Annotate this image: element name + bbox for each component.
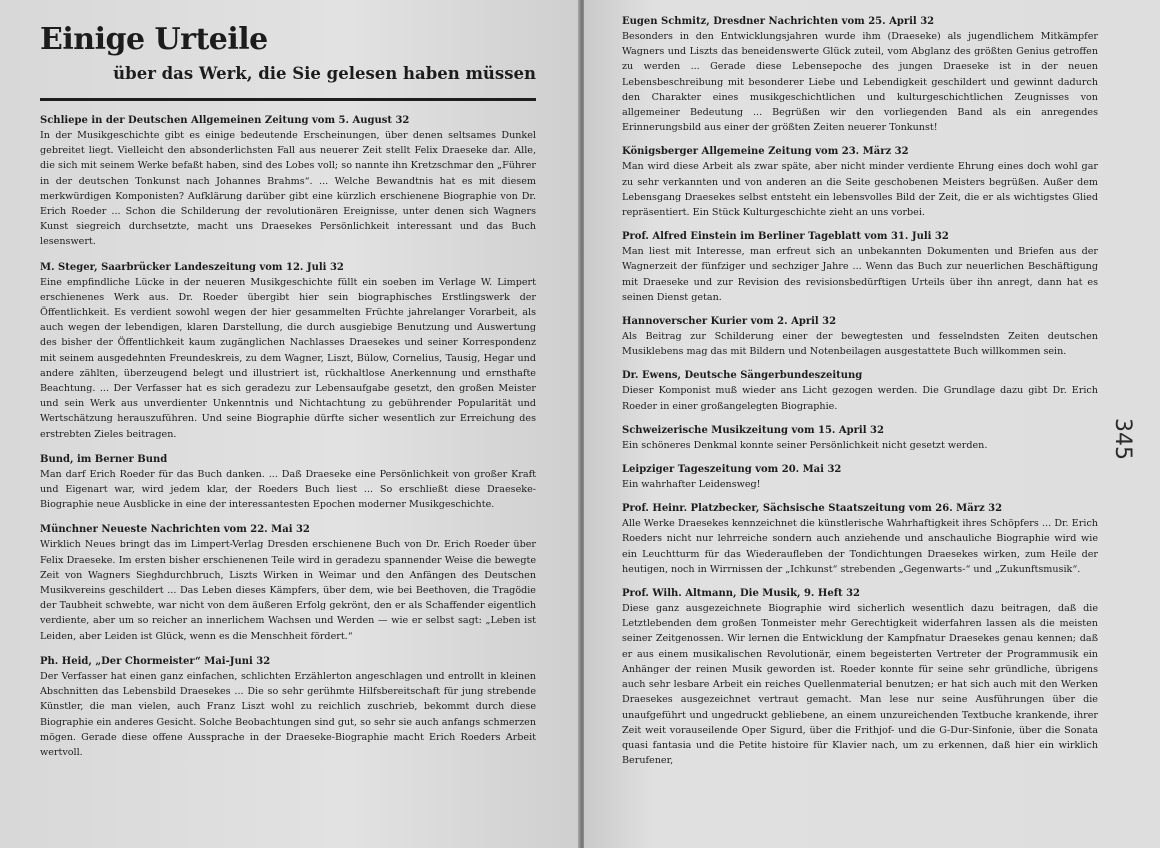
review-text: Der Verfasser hat einen ganz einfachen, schlichten Erzählerton angeschlagen und entrollt in kleinen Abschnitten das Lebensbild Draesekes ... Die so sehr gerühmte Hilfsbereitschaft für jung strebende Künstler, die man vielen, auch Franz Liszt wohl zu reichlich zuschrieb, bekommt durch diese Biographie ein anderes Gesicht. Solche Beobachtungen sind gut, so sehr sie auch anfangs schmerzen mögen. Gerade diese offene Aussprache in der Draeseke-Biographie macht Erich Roeders Arbeit wertvoll. [40, 670, 536, 758]
review-source: Hannoverscher Kurier vom 2. April 32 [622, 316, 837, 328]
review-item [40, 654, 536, 760]
review-item [622, 462, 1098, 492]
review-source: Bund, im Berner Bund [40, 453, 168, 465]
review-item [40, 260, 536, 442]
review-source: Ph. Heid, „Der Chormeister“ Mai-Juni 32 [40, 655, 271, 667]
review-source: Prof. Alfred Einstein im Berliner Tageblatt vom 31. Juli 32 [622, 231, 949, 243]
review-text: Als Beitrag zur Schilderung einer der bewegtesten und fesselndsten Zeiten deutschen Musiklebens mag das mit Bildern und Notenbeilagen ausgestattete Buch willkommen sein. [622, 331, 1098, 358]
review-item [622, 14, 1098, 135]
review-item [40, 452, 536, 513]
review-text: Wirklich Neues bringt das im Limpert-Verlag Dresden erschienene Buch von Dr. Erich Roeder über Felix Draeseke. Im ersten bisher erschienenen Teile wird in geradezu spannender Weise die bewegte Zeit von Wagners Sieghdurchbruch, Liszts Wirken in Weimar und den Anfängen des Deutschen Musikvereins geschildert ... Das Leben dieses Kämpfers, über dem, wie bei Beethoven, die Tragödie der Taubheit schwebte, war nicht von dem äußeren Erfolg gekrönt, den er als Schaffender eigentlich verdiente, aber um so reicher an innerlichem Wachsen und Werden — wie er selbst sagt: „Leben ist Leiden, aber Leiden ist Glück, wenn es die Menschheit fördert.“ [40, 539, 536, 642]
review-text: Besonders in den Entwicklungsjahren wurde ihm (Draeseke) als jugendlichem Mitkämpfer Wagners und Liszts das beneidenswerte Glück zuteil, vom Abglanz des größten Genius getroffen zu werden ... Gerade diese Lebensepoche des jungen Draeseke ist in der neuen Lebensbeschreibung mit besonderer Liebe und Lebendigkeit geschildert und gewinnt dadurch den Charakter eines musikgeschichtlichen und kulturgeschichtlichen Zeugnisses von allgemeiner Bedeutung ... Begrüßen wir den vorliegenden Band als ein anregendes Erinnerungsbild aus einer der größten Zeiten neuerer Tonkunst! [622, 31, 1098, 134]
review-text: Ein schöneres Denkmal konnte seiner Persönlichkeit nicht gesetzt werden. [622, 439, 988, 451]
review-item [622, 229, 1098, 305]
review-source: Dr. Ewens, Deutsche Sängerbundeszeitung [622, 370, 863, 382]
review-source: Prof. Wilh. Altmann, Die Musik, 9. Heft 32 [622, 588, 861, 600]
review-text: Dieser Komponist muß wieder ans Licht gezogen werden. Die Grundlage dazu gibt Dr. Erich Roeder in einer großangelegten Biographie. [622, 385, 1098, 412]
review-text: Man darf Erich Roeder für das Buch danken. ... Daß Draeseke eine Persönlichkeit von großer Kraft und Eigenart war, wird jedem klar, der Roeders Buch liest ... So erschließt diese Draeseke-Biographie neue Ausblicke in eine der interessantesten Epochen moderner Musikgeschichte. [40, 468, 536, 511]
review-item [622, 368, 1098, 413]
title-rule [40, 98, 536, 101]
page-subtitle: über das Werk, die Sie gelesen haben müssen [113, 64, 536, 83]
review-source: Münchner Neueste Nachrichten vom 22. Mai 32 [40, 524, 310, 536]
review-source: Eugen Schmitz, Dresdner Nachrichten vom 25. April 32 [622, 16, 935, 27]
review-source: M. Steger, Saarbrücker Landeszeitung vom 12. Juli 32 [40, 261, 344, 273]
review-text: Man liest mit Interesse, man erfreut sich an unbekannten Dokumenten und Briefen aus der Wagnerzeit der fünfziger und sechziger Jahre ... Wenn das Buch zur neuerlichen Beschäftigung mit Draeseke und zur Revision des revisionsbedürftigen Urteils über ihn anregt, dann hat es seinen Dienst getan. [622, 246, 1098, 303]
review-text: In der Musikgeschichte gibt es einige bedeutende Erscheinungen, über denen seltsames Dunkel gebreitet liegt. Vielleicht den absonderlichsten Fall aus neuerer Zeit stellt Felix Draeseke dar. Alle, die sich mit seinem Werke befaßt haben, sind des Lobes voll; so nannte ihn Kretzschmar den „Führer in der deutschen Tonkunst nach Johannes Brahms“. ... Welche Bewandtnis hat es mit diesem merkwürdigen Komponisten? Aufklärung darüber gibt eine kürzlich erschienene Biographie von Dr. Erich Roeder ... Schon die Schilderung der revolutionären Ereignisse, unter denen sich Wagners Kunst siegreich durchsetzte, macht uns Draesekes Persönlichkeit interessant und das Buch lesenswert. [40, 130, 536, 248]
review-item [40, 113, 536, 250]
review-item [622, 586, 1098, 768]
review-text: Diese ganz ausgezeichnete Biographie wird sicherlich wesentlich dazu beitragen, daß die Letztlebenden dem großen Tonmeister mehr Gerechtigkeit widerfahren lassen als die meisten seiner Zeitgenossen. Wir lernen die Entwicklung der Kampfnatur Draesekes genau kennen; daß er aus einem musikalischen Revolutionär, einem begeisterten Vertreter der Programmusik ein Anhänger der reinen Musik geworden ist. Roeder konnte für seine sehr gründliche, übrigens auch sehr lesbare Arbeit ein reiches Quellenmaterial benutzen; er hat sich auch mit den Werken Draesekes ausgezeichnet vertraut gemacht. Man lese nur seine Ausführungen über die unaufgeführt und ungedruckt gebliebene, an einem unzureichenden Textbuche krankende, ihrer Zeit weit vorauseilende Oper Sigurd, über die Frithjof- und die G-Dur-Sinfonie, über die Sonata quasi fantasia und die Petite histoire für Klavier nach, um zu erkennen, daß hier ein wirklich Berufener, [622, 603, 1098, 767]
review-item [622, 501, 1098, 577]
review-source: Prof. Heinr. Platzbecker, Sächsische Staatszeitung vom 26. März 32 [622, 503, 1003, 515]
review-source: Schliepe in der Deutschen Allgemeinen Zeitung vom 5. August 32 [40, 115, 410, 126]
review-source: Königsberger Allgemeine Zeitung vom 23. März 32 [622, 146, 909, 158]
review-item [622, 144, 1098, 220]
review-source: Schweizerische Musikzeitung vom 15. April 32 [622, 424, 884, 436]
review-text: Ein wahrhafter Leidensweg! [622, 479, 761, 491]
review-item [622, 423, 1098, 453]
review-text: Eine empfindliche Lücke in der neueren Musikgeschichte füllt ein soeben im Verlage W. Limpert erschienenes Werk aus. Dr. Roeder übergibt hier sein biographisches Erstlingswerk der Öffentlichkeit. Es verdient sowohl wegen der hier gesammelten Früchte jahrelanger Vorarbeit, als auch wegen der lebendigen, klaren Darstellung, die durch ausgiebige Benutzung und Auswertung des bisher der Öffentlichkeit kaum zugänglichen Nachlasses Draesekes und seiner Korrespondenz mit seinem ausgedehnten Freundeskreis, zu dem Wagner, Liszt, Bülow, Cornelius, Tausig, Hegar und andere zählten, überzeugend belegt und illustriert ist, rückhaltlose Anerkennung und ernsthafte Beachtung. ... Der Verfasser hat es sich geradezu zur Lebensaufgabe gesetzt, den großen Meister und sein Werk aus unverdienter Unkenntnis und Nichtachtung zu gebührender Popularität und Wertschätzung herauszuführen. Und seine Biographie dürfte sicher wesentlich zur Erreichung des erstrebten Zieles beitragen. [40, 276, 536, 440]
review-item [622, 314, 1098, 359]
right-page [584, 0, 1160, 848]
review-text: Alle Werke Draesekes kennzeichnet die künstlerische Wahrhaftigkeit ihres Schöpfers ... Dr. Erich Roeders nicht nur lehrreiche sondern auch anziehende und anschauliche Biographie wird wie ein Leuchtturm für das Wiederaufleben der Tondichtungen Draesekes wirken, zum Heile der heutigen, noch in Wirrnissen der „Ichkunst“ strebenden „Gegenwarts-“ und „Zukunftsmusik“. [622, 518, 1098, 575]
review-item [40, 522, 536, 643]
handwritten-page-number: 345 [1110, 418, 1135, 460]
review-source: Leipziger Tageszeitung vom 20. Mai 32 [622, 464, 842, 476]
review-text: Man wird diese Arbeit als zwar späte, aber nicht minder verdiente Ehrung eines doch wohl gar zu sehr verkannten und von anderen an die Seite geschobenen Meisters begrüßen. Außer dem Lebensgang Draesekes selbst entsteht ein lebensvolles Bild der Zeit, die er als wichtigstes Glied repräsentiert. Ein Stück Kulturgeschichte zieht an uns vorbei. [622, 161, 1098, 219]
page-title: Einige Urteile [40, 22, 268, 57]
